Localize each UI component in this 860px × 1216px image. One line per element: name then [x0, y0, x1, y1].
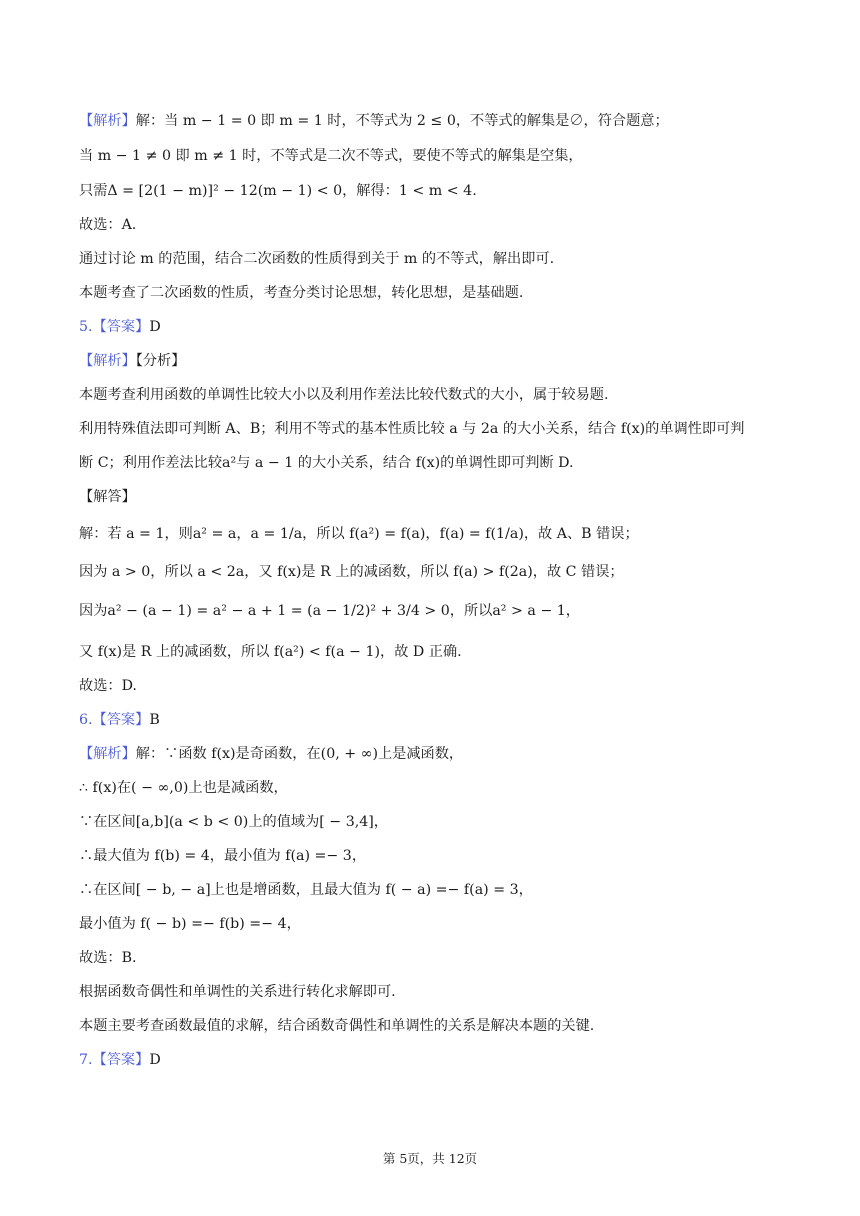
text-line: 解：若 a = 1，则a² = a，a = 1/a，所以 f(a²) = f(a)，f(a) = f(1/a)，故 A、B 错误；	[79, 526, 639, 542]
answer-tag: 【答案】	[92, 712, 150, 728]
text-line: 又 f(x)是 R 上的减函数，所以 f(a²) < f(a − 1)，故 D 正确.	[79, 644, 462, 660]
text-line: 根据函数奇偶性和单调性的关系进行转化求解即可.	[79, 984, 396, 1000]
text-line: 【解析】解：∵函数 f(x)是奇函数，在(0, + ∞)上是减函数，	[79, 746, 464, 762]
analysis-tag: 【解析】	[79, 113, 136, 129]
text-line: 故选：A.	[79, 217, 137, 233]
text-line: ∴在区间[ − b, − a]上也是增函数，且最大值为 f( − a) =− f(a) = 3，	[79, 882, 533, 898]
text-line: 本题主要考查函数最值的求解，结合函数奇偶性和单调性的关系是解决本题的关键.	[79, 1018, 595, 1034]
answer-tag: 【答案】	[92, 319, 150, 335]
question-number: 5.	[79, 319, 93, 335]
text-line: 利用特殊值法即可判断 A、B；利用不等式的基本性质比较 a 与 2a 的大小关系，结合 f(x)的单调性即可判	[79, 421, 745, 437]
text-line: ∴ f(x)在( − ∞,0)上也是减函数，	[79, 780, 288, 796]
text-line: ∵在区间[a,b](a < b < 0)上的值域为[ − 3,4]，	[79, 814, 388, 830]
text-line: 断 C；利用作差法比较a²与 a − 1 的大小关系，结合 f(x)的单调性即可判断 D.	[79, 455, 574, 471]
question-number: 6.	[79, 712, 93, 728]
text-line: 【解答】	[79, 489, 136, 505]
text-line: 【解析】解：当 m − 1 = 0 即 m = 1 时，不等式为 2 ≤ 0，不等式的解集是∅，符合题意；	[79, 113, 669, 129]
text-line: 最小值为 f( − b) =− f(b) =− 4，	[79, 916, 301, 932]
text-line: 本题考查利用函数的单调性比较大小以及利用作差法比较代数式的大小，属于较易题.	[79, 387, 609, 403]
question-answer-line	[79, 709, 799, 731]
analysis-tag: 【解析】	[79, 353, 136, 369]
text-line: 本题考查了二次函数的性质，考查分类讨论思想，转化思想，是基础题.	[79, 285, 524, 301]
text-line: 当 m − 1 ≠ 0 即 m ≠ 1 时，不等式是二次不等式，要使不等式的解集是空集，	[79, 148, 583, 164]
question-answer-line	[79, 316, 799, 338]
text-line: 故选：B.	[79, 950, 137, 966]
text-line: 只需Δ = [2(1 − m)]² − 12(m − 1) < 0，解得：1 < m < 4.	[79, 183, 477, 199]
text-line: 故选：D.	[79, 678, 137, 694]
page-footer: 第 5页，共 12页	[382, 1151, 478, 1166]
answer-value: B	[149, 712, 160, 728]
question-answer-line	[79, 1049, 799, 1071]
question-number: 7.	[79, 1052, 93, 1068]
text-line: 【解析】【分析】	[79, 353, 186, 369]
answer-tag: 【答案】	[92, 1052, 150, 1068]
analysis-tag: 【解析】	[79, 746, 136, 762]
answer-value: D	[149, 319, 161, 335]
text-line: 通过讨论 m 的范围，结合二次函数的性质得到关于 m 的不等式，解出即可.	[79, 251, 555, 267]
text-line: ∴最大值为 f(b) = 4，最小值为 f(a) =− 3，	[79, 848, 367, 864]
text-line: 因为a² − (a − 1) = a² − a + 1 = (a − 1/2)² + 3/4 > 0，所以a² > a − 1，	[79, 603, 580, 619]
text-line: 因为 a > 0，所以 a < 2a，又 f(x)是 R 上的减函数，所以 f(a) > f(2a)，故 C 错误；	[79, 564, 624, 580]
answer-value: D	[149, 1052, 161, 1068]
